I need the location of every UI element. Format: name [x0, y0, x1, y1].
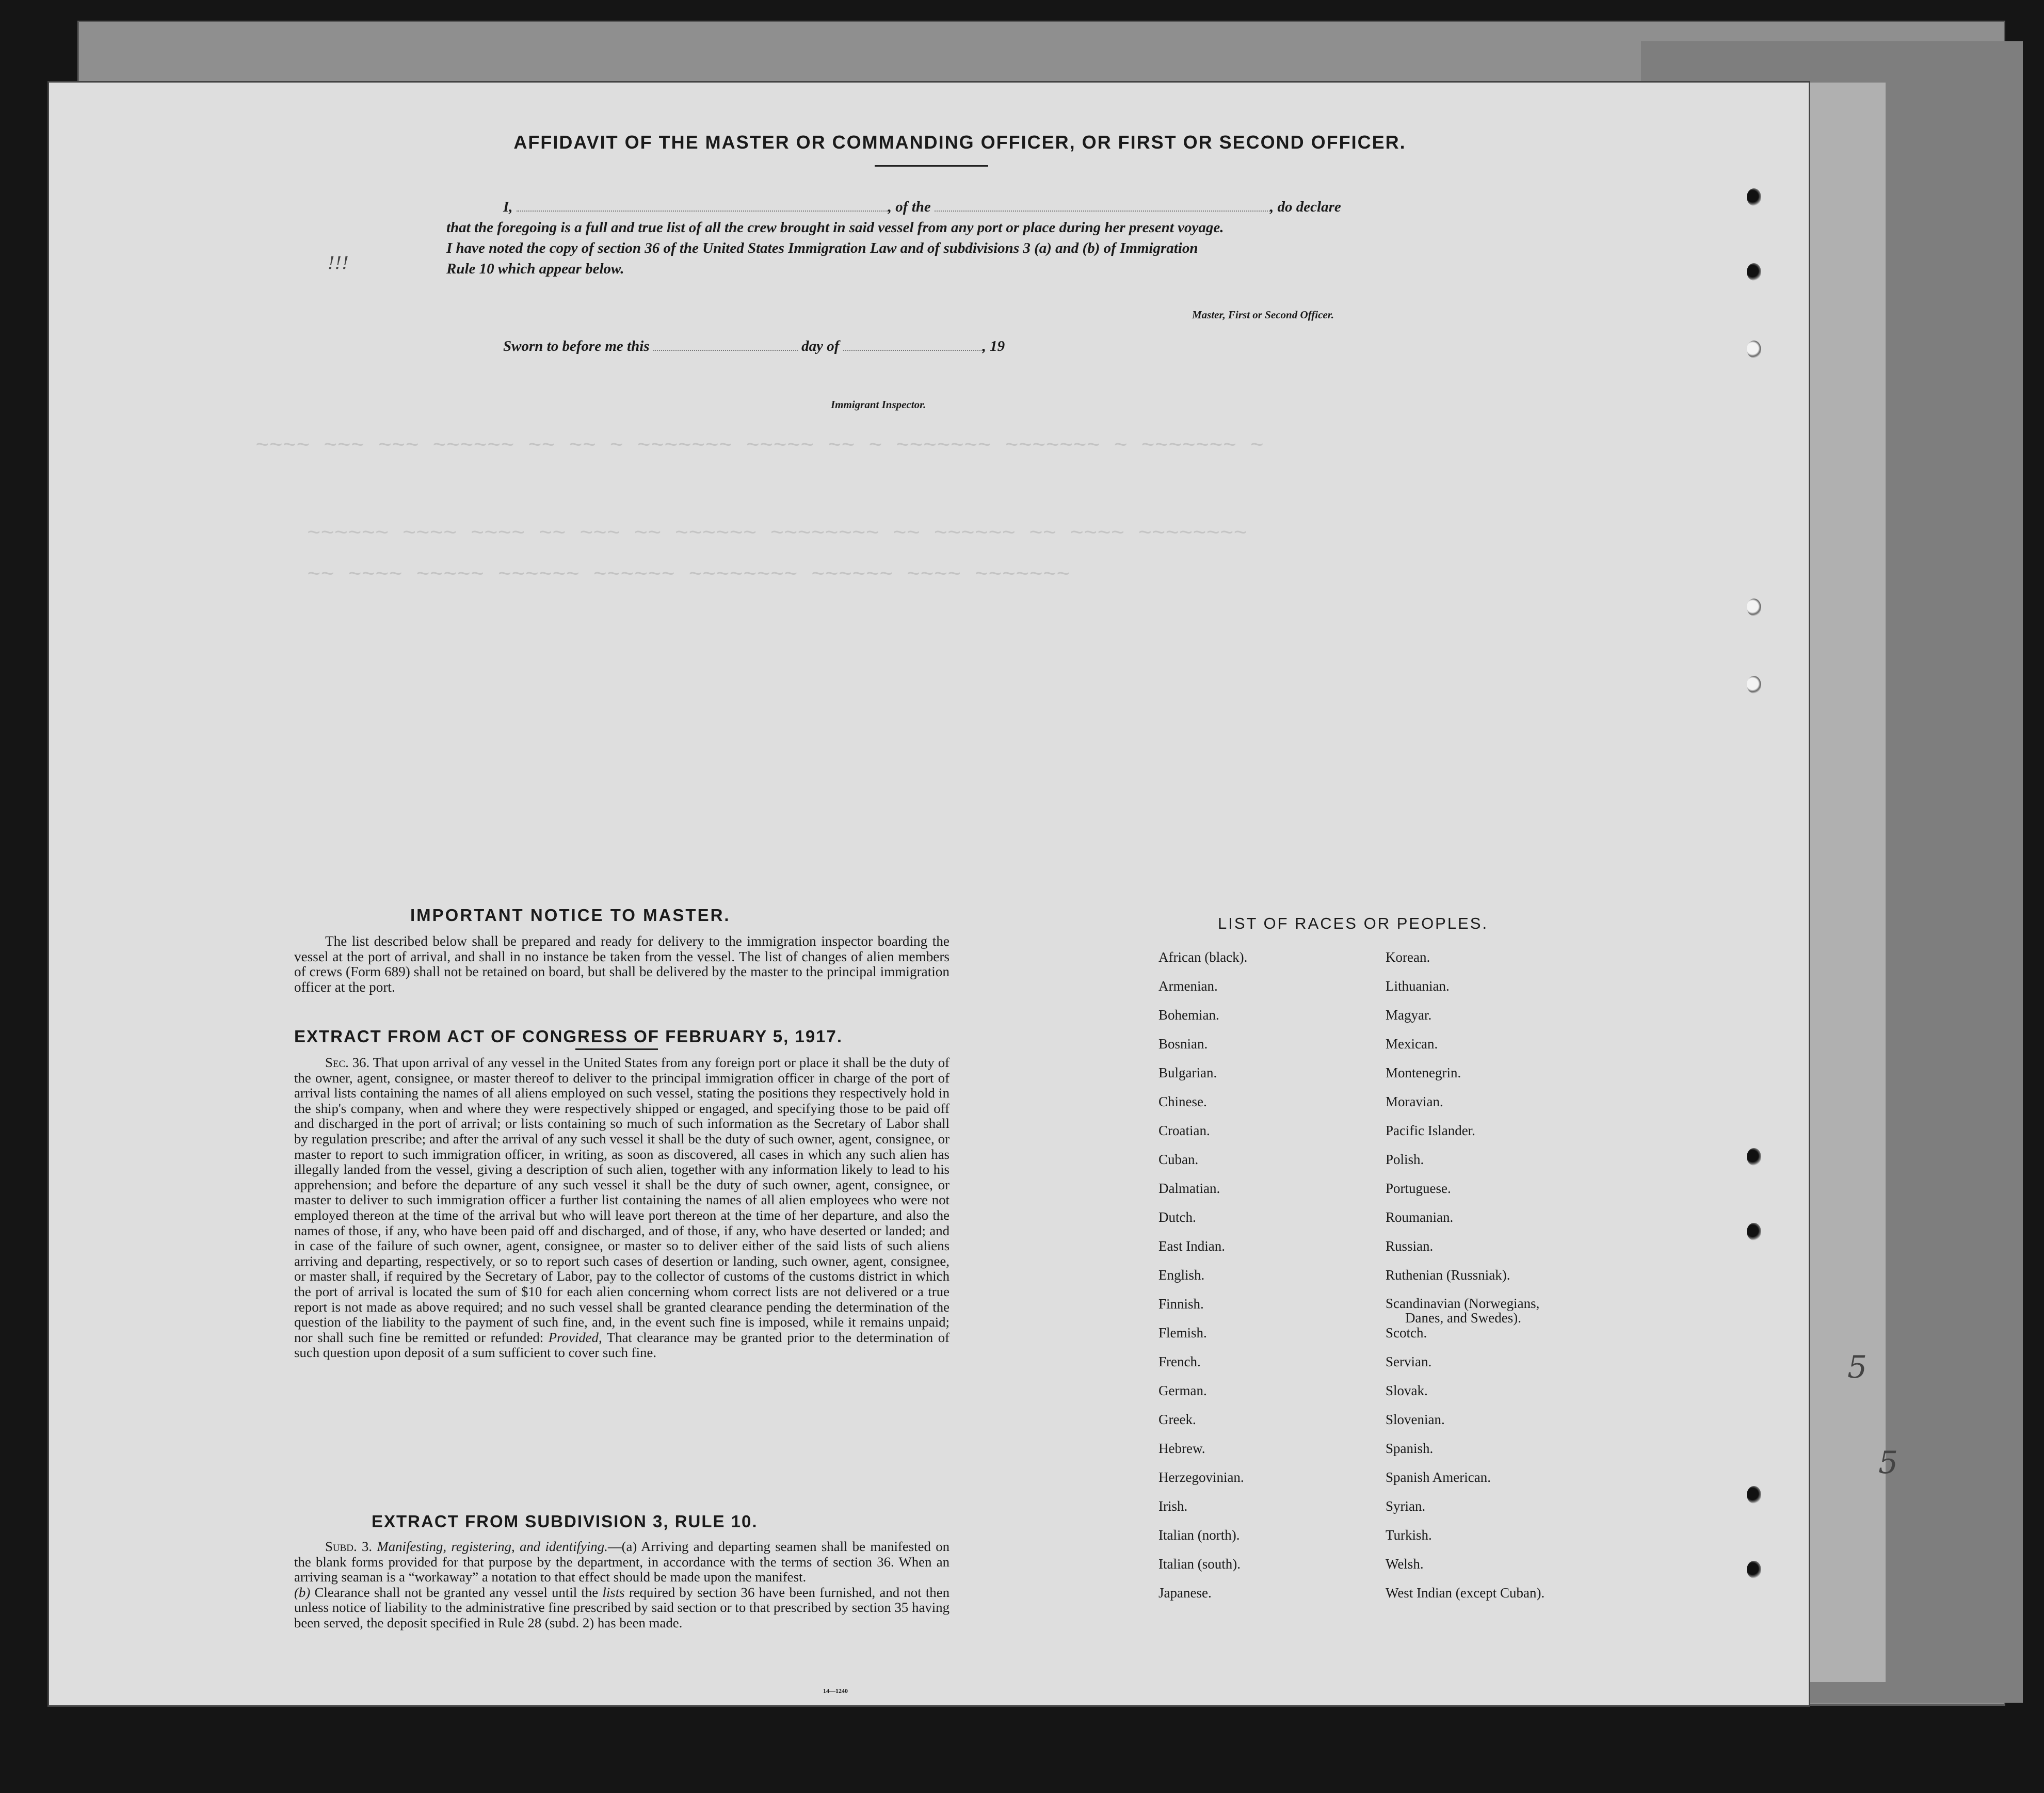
bleed-through-text-3: ~~ ~~~~ ~~~~~ ~~~~~~ ~~~~~~ ~~~~~~~~ ~~~~~~ ~~~~ ~~~~~~~ — [307, 562, 1070, 588]
binder-hole — [1747, 341, 1761, 358]
affidavit-line-1 — [503, 199, 1341, 216]
binder-hole — [1747, 599, 1761, 616]
race-item: Magyar. — [1386, 1007, 1432, 1023]
binder-hole — [1747, 188, 1761, 206]
race-item: Dalmatian. — [1158, 1181, 1220, 1196]
race-item: Dutch. — [1158, 1209, 1196, 1225]
race-item: Welsh. — [1386, 1556, 1424, 1572]
bleed-through-text: ~~~~ ~~~ ~~~ ~~~~~~ ~~ ~~ ~ ~~~~~~~ ~~~~~ ~~ ~ ~~~~~~~ ~~~~~~~ ~ ~~~~~~~ ~ — [255, 433, 1264, 459]
subd-b-text-2: required by section 36 have been furnished, and not then unless notice of liability to the administrative fine prescribed by said section or to that prescribed by section 35 having been served, the deposit specified in Rule 28 (subd. 2) has been made. — [294, 1584, 949, 1630]
race-item: Montenegrin. — [1386, 1065, 1461, 1080]
race-item: Italian (south). — [1158, 1556, 1241, 1572]
bleed-through-text-2: ~~~~~~ ~~~~ ~~~~ ~~ ~~~ ~~ ~~~~~~ ~~~~~~~~ ~~ ~~~~~~ ~~ ~~~~ ~~~~~~~~ — [307, 521, 1247, 547]
sworn-day-blank[interactable] — [653, 350, 798, 351]
race-item: Slovenian. — [1386, 1412, 1445, 1427]
affidavit-line-4: Rule 10 which appear below. — [446, 261, 624, 277]
race-item: Mexican. — [1386, 1036, 1438, 1052]
race-item: Bulgarian. — [1158, 1065, 1217, 1080]
section-36-body: That upon arrival of any vessel in the United States from any foreign port or place it shall be the duty of the owner, agent, consignee, or master thereof to deliver to the principal immigration officer in charge of the port of arrival lists containing the names of all aliens employed on such vessel, stating the positions they respectively hold in the ship's company, when and where they were respectively shipped or engaged, and specifying those to be paid off and discharged in the port of arrival; or lists containing so much of such information as the Secretary of Labor shall by regulation prescribe; and after the arrival of any such vessel it shall be the duty of such owner, agent, consignee, or master to report to such immigration officer, in writing, as soon as discovered, all cases in which any such alien has illegally landed from the vessel, giving a description of such alien, together with any information likely to lead to his apprehension; and before the departure of any such vessel it shall be the duty of such owner, agent, consignee, or master to deliver to such immigration officer a further list containing the names of all alien employees who were not employed thereon at the time of the arrival but who will leave port thereon at the time of her departure, and also the names of those, if any, who have been paid off and discharged, and of those, if any, who have deserted or landed; and in case of the failure of such owner, agent, consignee, or master so to deliver either of the said lists of such aliens arriving and departing, respectively, or so to report such cases of desertion or landing, such owner, agent, consignee, or master shall, if required by the Secretary of Labor, pay to the collector of customs of the customs district in which the port of arrival is located the sum of $10 for each alien concerning whom correct lists are not delivered or a true report is not made as above required; and no such vessel shall be granted clearance pending the determination of the question of the liability to the payment of such fine, and, in the event such fine is imposed, while it remains unpaid; nor shall such fine be remitted or refunded: — [294, 1055, 950, 1345]
race-item: Japanese. — [1158, 1585, 1212, 1601]
right-margin-mark-2: 5 — [1878, 1445, 1898, 1481]
affidavit-of-the: , of the — [888, 199, 931, 215]
race-item: Bohemian. — [1158, 1007, 1219, 1023]
subd-heading: Manifesting, registering, and identifying. — [377, 1539, 608, 1554]
act-title-underline — [575, 1048, 658, 1050]
race-item: Korean. — [1386, 949, 1430, 965]
race-item: Scandinavian (Norwegians, — [1386, 1296, 1540, 1311]
race-item: Roumanian. — [1386, 1209, 1454, 1225]
sworn-text: Sworn to before me this — [503, 338, 650, 354]
notice-body: The list described below shall be prepared and ready for delivery to the immigration inspector boarding the vessel at the port of arrival, and shall in no instance be taken from the vessel. The list of changes of alien members of crews (Form 689) shall not be retained on board, but shall be delivered by the master to the principal immigration officer at the port. — [294, 933, 949, 995]
affidavit-i: I, — [503, 199, 513, 215]
race-item: Cuban. — [1158, 1152, 1199, 1167]
race-item: Polish. — [1386, 1152, 1424, 1167]
binder-hole — [1747, 676, 1761, 693]
race-item: Italian (north). — [1158, 1527, 1240, 1543]
master-signature-label: Master, First or Second Officer. — [1192, 309, 1334, 321]
affidavit-title: AFFIDAVIT OF THE MASTER OR COMMANDING OFFICER, OR FIRST OR SECOND OFFICER. — [513, 132, 1406, 153]
race-item: Lithuanian. — [1386, 978, 1450, 994]
immigrant-inspector-label: Immigrant Inspector. — [831, 398, 926, 411]
race-item: Syrian. — [1386, 1498, 1426, 1514]
races-right-column — [1386, 949, 1544, 1614]
race-item: Portuguese. — [1386, 1181, 1451, 1196]
subd-b-lists: lists — [602, 1584, 625, 1600]
race-item: Pacific Islander. — [1386, 1123, 1475, 1138]
binder-hole — [1747, 1561, 1761, 1578]
subd-label: Subd. 3. — [325, 1539, 373, 1554]
race-item: Hebrew. — [1158, 1441, 1205, 1456]
race-item-scandinavian — [1386, 1296, 1544, 1325]
provided-text: Provided, — [548, 1329, 602, 1345]
section-36-text — [294, 1055, 949, 1361]
race-item: Bosnian. — [1158, 1036, 1208, 1052]
race-item: Spanish. — [1386, 1441, 1434, 1456]
race-item-continuation: Danes, and Swedes). — [1405, 1310, 1521, 1326]
race-item: African (black). — [1158, 949, 1248, 965]
year-prefix: , 19 — [982, 338, 1005, 354]
binder-hole — [1747, 1223, 1761, 1240]
section-36-body-end: That clearance may be granted prior to the determination of such question upon deposit of a sum sufficient to cover such fine. — [294, 1329, 950, 1361]
name-blank[interactable] — [517, 211, 888, 212]
race-item: English. — [1158, 1267, 1205, 1283]
race-item: Finnish. — [1158, 1296, 1204, 1312]
race-item: Croatian. — [1158, 1123, 1210, 1138]
race-item: Scotch. — [1386, 1325, 1427, 1340]
race-item: Chinese. — [1158, 1094, 1207, 1109]
affidavit-line-2: that the foregoing is a full and true list of all the crew brought in said vessel from any port or place during her present voyage. — [446, 219, 1224, 236]
subd-a-text: Arriving and departing seamen shall be manifested on the blank forms provided for that purpose by the department, in accordance with the terms of section 36. When an arriving seaman is a “workaway” a notation to that effect should be made upon the manifest. — [294, 1539, 949, 1585]
race-item: Herzegovinian. — [1158, 1469, 1244, 1485]
affidavit-declare: , do declare — [1270, 199, 1341, 215]
race-item: Turkish. — [1386, 1527, 1432, 1543]
notice-title: IMPORTANT NOTICE TO MASTER. — [410, 906, 731, 925]
left-margin-mark: !!! — [328, 253, 349, 273]
race-item: French. — [1158, 1354, 1201, 1369]
race-item: Servian. — [1386, 1354, 1432, 1369]
race-item: Russian. — [1386, 1238, 1434, 1254]
sworn-line — [503, 338, 1005, 355]
races-title: LIST OF RACES OR PEOPLES. — [1218, 914, 1489, 932]
sworn-month-blank[interactable] — [843, 350, 983, 351]
rule-extract-title: EXTRACT FROM SUBDIVISION 3, RULE 10. — [372, 1512, 758, 1531]
race-item: German. — [1158, 1383, 1207, 1398]
race-item: East Indian. — [1158, 1238, 1225, 1254]
race-item: Greek. — [1158, 1412, 1196, 1427]
race-item: Moravian. — [1386, 1094, 1443, 1109]
act-extract-title: EXTRACT FROM ACT OF CONGRESS OF FEBRUARY 5, 1917. — [294, 1027, 843, 1046]
race-item: Slovak. — [1386, 1383, 1428, 1398]
race-item: Ruthenian (Russniak). — [1386, 1267, 1510, 1283]
subd-b-label: (b) — [294, 1584, 311, 1600]
section-label: Sec. 36. — [325, 1055, 370, 1070]
race-item: Armenian. — [1158, 978, 1218, 994]
form-number: 14—1240 — [823, 1687, 848, 1694]
binder-hole — [1747, 1148, 1761, 1166]
subdivision-3-text — [294, 1539, 949, 1631]
day-of-text: day of — [801, 338, 840, 354]
document-page — [49, 83, 1809, 1705]
vessel-blank[interactable] — [935, 211, 1270, 212]
races-left-column — [1158, 949, 1247, 1614]
subd-b-text-1: Clearance shall not be granted any vessel until the — [314, 1584, 599, 1600]
right-margin-mark: 5 — [1847, 1349, 1868, 1385]
race-item: Irish. — [1158, 1498, 1188, 1514]
subd-a-label: —(a) — [607, 1539, 637, 1554]
binder-hole — [1747, 1486, 1761, 1504]
race-item: West Indian (except Cuban). — [1386, 1585, 1545, 1601]
title-underline — [875, 165, 988, 167]
affidavit-line-3: I have noted the copy of section 36 of the United States Immigration Law and of subdivisions 3 (a) and (b) of Immigration — [446, 240, 1198, 256]
binder-hole — [1747, 263, 1761, 281]
race-item: Spanish American. — [1386, 1469, 1491, 1485]
race-item: Flemish. — [1158, 1325, 1207, 1340]
